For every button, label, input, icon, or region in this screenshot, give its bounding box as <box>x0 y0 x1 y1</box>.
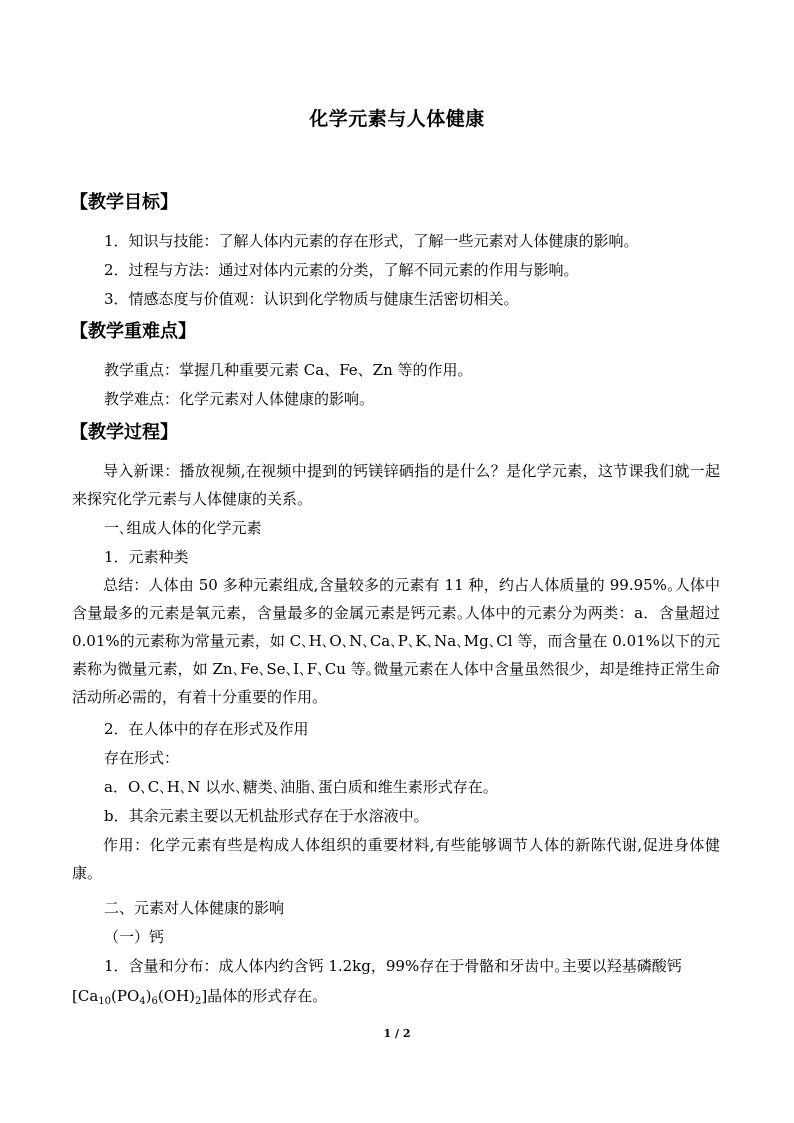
section-heading-process: 【教学过程】 <box>70 422 178 443</box>
calcium-content-line: 1．含量和分布：成人体内约含钙 1.2kg，99%存在于骨骼和牙齿中｡主要以羟基磷酸钙 <box>104 957 682 975</box>
formula-part: (PO <box>111 987 140 1005</box>
calcium-heading: （一）钙 <box>104 928 165 946</box>
existence-label: 存在形式： <box>104 749 180 767</box>
formula-subscript: 2 <box>194 996 202 1007</box>
formula-part: ] <box>201 987 208 1005</box>
existence-item-b: b．其余元素主要以无机盐形式存在于水溶液中。 <box>104 807 429 825</box>
formula-subscript: 6 <box>151 996 158 1007</box>
function-paragraph: 作用：化学元素有些是构成人体组织的重要材料,有些能够调节人体的新陈代谢,促进身体健康。 <box>72 836 720 882</box>
formula-subscript: 10 <box>98 996 112 1007</box>
formula-part: (OH) <box>157 987 195 1005</box>
intro-paragraph: 导入新课：播放视频,在视频中提到的钙镁锌硒指的是什么？是化学元素，这节课我们就一起来探究化学元素与人体健康的关系。 <box>72 462 720 508</box>
page-title: 化学元素与人体健康 <box>309 108 485 130</box>
existence-item-a: a．O､C､H､N 以水､糖类､油脂､蛋白质和维生素形式存在。 <box>104 778 498 796</box>
section-heading-keypoints: 【教学重难点】 <box>70 321 196 342</box>
calcium-formula-line <box>72 986 327 1006</box>
page-number: 1 / 2 <box>383 1027 411 1040</box>
item2-heading: 2．在人体中的存在形式及作用 <box>104 720 309 738</box>
formula-part: ) <box>145 987 152 1005</box>
calcium-content-tail: 晶体的形式存在。 <box>207 987 328 1005</box>
objective-item: 1．知识与技能：了解人体内元素的存在形式，了解一些元素对人体健康的影响。 <box>104 232 639 250</box>
part2-heading: 二、元素对人体健康的影响 <box>104 899 285 917</box>
section-heading-objectives: 【教学目标】 <box>70 192 178 213</box>
summary-paragraph: 总结：人体由 50 多种元素组成,含量较多的元素有 11 种，约占人体质量的 99.95%｡人体中含量最多的元素是氧元素，含量最多的金属元素是钙元素｡人体中的元素分为两类：a．含量超过 0.01%的元素称为常量元素，如 C､H､O､N､Ca､P､K､Na､Mg､Cl 等，而含量在 0.01%以下的元素称为微量元素，如 Zn､Fe､Se､I､F､Cu 等｡微量元素在人体中含量虽然很少，却是维持正常生命活动所必需的，有着十分重要的作用。 <box>72 576 720 706</box>
item1-heading: 1．元素种类 <box>104 548 189 566</box>
objective-item: 2．过程与方法：通过对体内元素的分类，了解不同元素的作用与影响。 <box>104 261 579 279</box>
formula-part: [Ca <box>72 987 99 1005</box>
objective-item: 3．情感态度与价值观：认识到化学物质与健康生活密切相关。 <box>104 290 519 308</box>
part1-heading: 一､组成人体的化学元素 <box>104 519 262 537</box>
keypoint-focus: 教学重点：掌握几种重要元素 Ca、Fe、Zn 等的作用。 <box>104 361 473 379</box>
keypoint-difficulty: 教学难点：化学元素对人体健康的影响。 <box>104 390 375 408</box>
formula-subscript: 4 <box>139 996 146 1007</box>
